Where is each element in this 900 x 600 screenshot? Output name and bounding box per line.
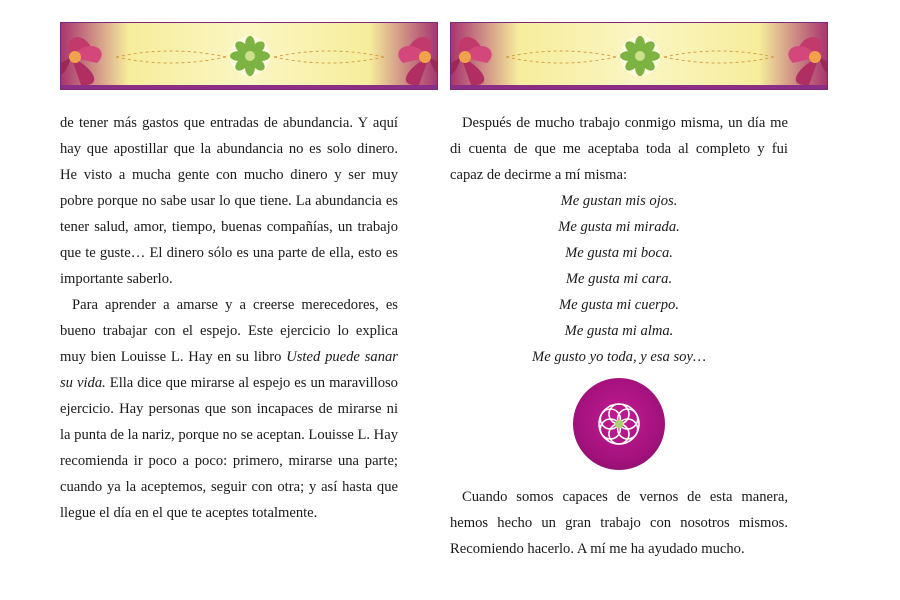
left-page — [60, 0, 440, 600]
header-banner-left — [60, 22, 438, 90]
right-paragraph-1: Después de mucho trabajo conmigo misma, un día me di cuenta de que me aceptaba toda al completo y fui capaz de decirme a mí misma: — [450, 115, 788, 183]
emblem-wrap — [450, 378, 788, 470]
floral-mandala-banner-icon — [61, 23, 438, 90]
left-paragraph-2-start: Para aprender a amarse y a creerse merecedores, es bueno trabajar con el espejo. Este ejercicio lo explica muy bien Louisse L. Hay en su libro — [60, 297, 398, 365]
header-banner-right — [450, 22, 828, 90]
verse-line: Me gustan mis ojos. — [560, 193, 678, 209]
right-page — [450, 0, 830, 600]
left-paragraph-2-end: Ella dice que mirarse al espejo es un maravilloso ejercicio. Hay personas que son incapaces de mirarse ni la punta de la nariz, porque no se aceptan. Louisse L. Hay recomienda ir poco a poco: primero, mirarse una parte; cuando ya la aceptemos, seguir con otra; y así hasta que llegue el día en el que te aceptes totalmente. — [60, 375, 398, 521]
verse-line: Me gusta mi cara. — [565, 271, 673, 287]
floral-mandala-banner-icon — [451, 23, 828, 90]
right-paragraph-2: Cuando somos capaces de vernos de esta manera, hemos hecho un gran trabajo con nosotros mismos. Recomiendo hacerlo. A mí me ha ayudado mucho. — [450, 489, 788, 557]
verse-line: Me gusta mi mirada. — [558, 219, 680, 235]
right-page-text — [450, 110, 788, 562]
verse-line: Me gusta mi cuerpo. — [559, 297, 679, 313]
verse-line: Me gusta mi alma. — [564, 323, 674, 339]
verse-line: Me gusto yo toda, y esa soy… — [532, 349, 706, 365]
affirmation-verses — [450, 188, 788, 370]
banner-bottom-strip — [61, 85, 437, 89]
left-page-text — [60, 110, 398, 526]
flower-of-life-icon — [573, 378, 665, 470]
left-paragraph-1: de tener más gastos que entradas de abundancia. Y aquí hay que apostillar que la abundancia no es solo dinero. He visto a mucha gente con mucho dinero y ser muy pobre porque no sabe usar lo que tiene. La abundancia es tener salud, amor, tiempo, buenas compañías, un trabajo que te guste… El dinero sólo es una parte de ella, esto es importante saberlo. — [60, 115, 398, 287]
banner-bottom-strip — [451, 85, 827, 89]
book-title: Usted puede sanar su vida. — [60, 349, 398, 391]
verse-line: Me gusta mi boca. — [565, 245, 673, 261]
left-paragraph-2 — [60, 292, 398, 526]
